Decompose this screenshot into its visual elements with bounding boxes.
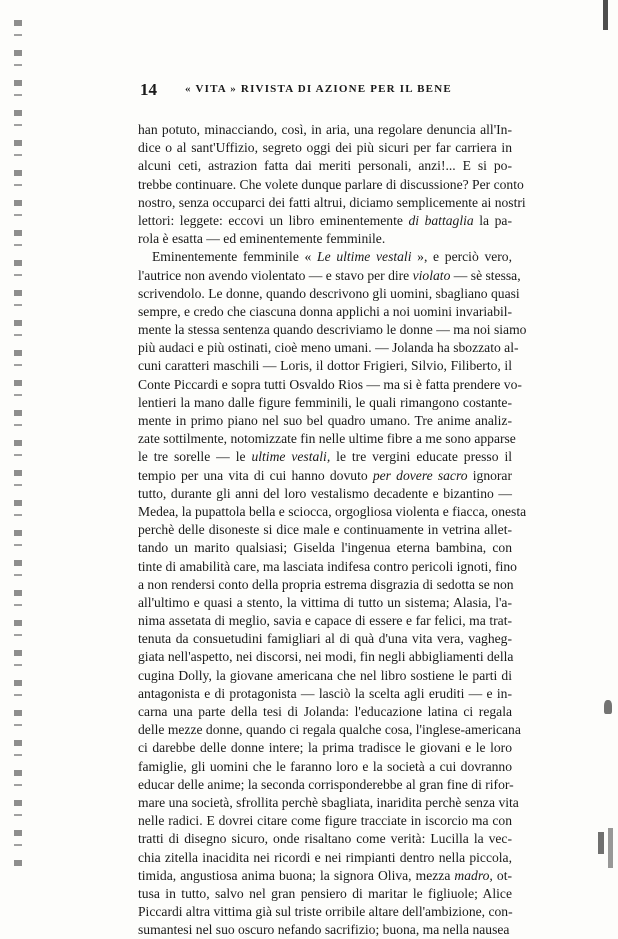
text-line: [138, 867, 512, 885]
text-segment: a non rendersi conto della propria estrema disgrazia di sedotta se non: [138, 576, 514, 592]
text-segment: Eminentemente femminile «: [152, 249, 318, 265]
text-line: [138, 394, 512, 412]
text-segment: tempio per una vita di cui hanno dovuto: [138, 467, 373, 483]
italic-text: ultime vestali,: [251, 449, 331, 465]
scan-mark: [608, 828, 613, 868]
text-line: [138, 612, 512, 630]
text-line: [138, 357, 512, 375]
text-line: [138, 703, 512, 721]
text-segment: mare una società, sfrollita perchè sbagliata, inaridita perchè senza vita: [138, 794, 519, 810]
text-line: [138, 758, 512, 776]
text-segment: Medea, la pupattola bella e sciocca, orgogliosa violenta e fiacca, onesta: [138, 503, 527, 519]
text-segment: cuni caratteri maschili — Loris, il dottor Frigieri, Silvio, Filiberto, il: [138, 358, 512, 374]
text-line: [138, 339, 519, 357]
text-line: [138, 430, 516, 448]
scan-left-edge: [14, 20, 22, 870]
text-segment: tratti di disegno sicuro, onde risaltano come verità: Lucilla la vec-: [138, 831, 512, 847]
text-segment: Conte Piccardi e sopra tutti Osvaldo Rios — ma si è fatta prendere vo-: [138, 376, 522, 392]
text-segment: nostro, senza occuparci dei fatti altrui, diciamo semplicemente ai nostri: [138, 194, 526, 210]
scan-right-edge: [603, 0, 608, 30]
text-line: [138, 849, 512, 867]
text-line: [138, 539, 512, 557]
text-line: [138, 485, 512, 503]
text-line: [138, 794, 519, 812]
italic-text: di battaglia: [408, 212, 474, 228]
text-segment: famiglie, gli uomini che le faranno loro e la società a cui dovranno: [138, 758, 512, 774]
text-segment: tusa in tutto, salvo nel gran pensiero di maritar le figliuole; Alice: [138, 885, 512, 901]
scan-mark: [604, 700, 612, 714]
text-line: [138, 503, 527, 521]
scan-mark: [598, 832, 604, 854]
text-segment: trebbe continuare. Che volete dunque parlare di discussione? Per conto: [138, 176, 524, 192]
text-line: [138, 121, 512, 139]
text-line: [138, 667, 512, 685]
text-segment: carna una parte della tesi di Jolanda: l'educazione latina ci regala: [138, 704, 512, 719]
text-line: [138, 303, 512, 321]
text-segment: mente in primo piano nel suo bel quadro umano. Tre anime analiz-: [138, 413, 512, 428]
text-line: [138, 521, 512, 539]
text-line: [138, 157, 512, 175]
body-text: [138, 121, 527, 939]
text-segment: sumantesi nel suo oscuro nefando sacrifizio; buona, ma nella nausea: [138, 922, 510, 938]
text-segment: dice o al sant'Uffizio, segreto oggi dei più sicuri per far carriera in: [138, 140, 512, 156]
text-line: [138, 921, 512, 939]
text-line: [138, 230, 512, 248]
text-segment: alcuni ceti, astrazion fatta dai meriti personali, anzi!... E si po-: [138, 158, 512, 174]
text-segment: l'autrice non avendo violentato — e stavo per dire: [138, 267, 413, 283]
text-segment: cugina Dolly, la giovane americana che nel libro sostiene le parti di: [138, 667, 512, 683]
text-line: [138, 885, 512, 903]
page-header: [140, 80, 480, 100]
text-line: [138, 594, 512, 612]
italic-text: violato: [412, 267, 451, 283]
text-segment: giata nell'aspetto, nei discorsi, nei modi, fin negli abbigliamenti della: [138, 649, 514, 665]
text-line: [138, 212, 512, 230]
text-line: [138, 176, 524, 194]
text-line: [138, 721, 521, 739]
text-segment: educar delle anime; la seconda corrisponderebbe al gran fine di rifor-: [138, 776, 514, 792]
text-segment: la pa-: [473, 212, 512, 228]
text-line: [138, 267, 521, 285]
text-segment: rola è esatta — ed eminentemente femminile.: [138, 231, 386, 247]
text-line: [138, 576, 512, 594]
text-line: [138, 321, 527, 339]
text-segment: all'ultimo e quasi a stento, la vittima di tutto un sistema; Alasia, l'a-: [138, 594, 512, 610]
text-line: [138, 376, 522, 394]
text-segment: », e perciò vero,: [411, 249, 512, 265]
text-line: [138, 285, 520, 303]
text-segment: antagonista e di protagonista — lasciò la scelta agli eruditi — e in-: [138, 685, 512, 701]
text-segment: le tre sorelle — le: [138, 449, 252, 465]
text-line: [138, 903, 512, 921]
text-line: [138, 248, 512, 266]
text-line: [138, 812, 512, 830]
text-segment: han potuto, minacciando, così, in aria, una regolare denuncia all'In-: [138, 122, 512, 137]
text-line: [138, 630, 512, 648]
text-segment: ignorar: [467, 467, 512, 483]
text-segment: chia zitella inacidita nei ricordi e nei rimpianti dentro nella piccola,: [138, 849, 512, 865]
text-segment: ot-: [492, 867, 512, 883]
running-title: « VITA » RIVISTA DI AZIONE PER IL BENE: [185, 83, 452, 95]
text-segment: nima assetata di meglio, savia e capace di essere e far felici, ma trat-: [138, 613, 512, 629]
text-segment: più audaci e più ostinati, cioè meno umani. — Jolanda ha sbozzato al-: [138, 340, 519, 356]
text-segment: tenuta da consuetudini famigliari al di quà d'una vita vera, vagheg-: [138, 631, 512, 647]
text-segment: — sè stessa,: [450, 267, 521, 283]
italic-text: madro,: [454, 867, 493, 883]
text-segment: zate sottilmente, notomizzate fin nelle ultime fibre a me sono apparse: [138, 431, 516, 447]
text-segment: lentieri la mano dalle figure femminili, le quali rimangono costante-: [138, 394, 512, 410]
text-line: [138, 739, 512, 757]
text-segment: delle mezze donne, quando ci regala qualche cosa, l'inglese-americana: [138, 722, 521, 738]
text-line: [138, 685, 512, 703]
text-line: [138, 776, 512, 794]
text-segment: Piccardi altra vittima già sul triste orribile altare dell'ambizione, con-: [138, 904, 513, 920]
text-segment: tando un marito qualsiasi; Giselda l'ingenua eterna bambina, con: [138, 540, 512, 556]
text-line: [138, 648, 512, 666]
text-segment: timida, angustiosa anima buona; la signora Oliva, mezza: [138, 867, 455, 883]
italic-text: per dovere sacro: [372, 467, 468, 483]
text-line: [138, 139, 512, 157]
text-segment: le tre vergini educate presso il: [330, 449, 513, 465]
text-segment: ci darebbe delle donne intere; la prima tradisce le giovani e le loro: [138, 740, 512, 756]
text-segment: scrivendolo. Le donne, quando descrivono gli uomini, sbagliano quasi: [138, 285, 520, 301]
text-line: [138, 830, 512, 848]
text-segment: mente la stessa sentenza quando descriviamo le donne — ma noi siamo: [138, 322, 527, 338]
text-line: [138, 467, 512, 485]
text-segment: lettori: leggete: eccovi un libro eminentemente: [138, 212, 409, 228]
text-segment: nelle radici. E dovrei citare come figure tracciate in iscorcio ma con: [138, 813, 512, 829]
text-segment: tutto, durante gli anni del loro vestalismo decadente e bizantino —: [138, 485, 512, 501]
text-segment: perchè delle disoneste si dice male e continuamente in vetrina allet-: [138, 522, 512, 538]
text-line: [138, 448, 512, 466]
page-number: 14: [140, 80, 157, 99]
text-segment: tinte di amabilità care, ma lasciata indifesa contro pericoli ignoti, fino: [138, 558, 517, 574]
text-line: [138, 558, 517, 576]
text-line: [138, 412, 512, 430]
text-segment: sempre, e credo che ciascuna donna applichi a noi uomini invariabil-: [138, 303, 513, 319]
text-line: [138, 194, 526, 212]
italic-text: Le ultime vestali: [317, 249, 412, 265]
